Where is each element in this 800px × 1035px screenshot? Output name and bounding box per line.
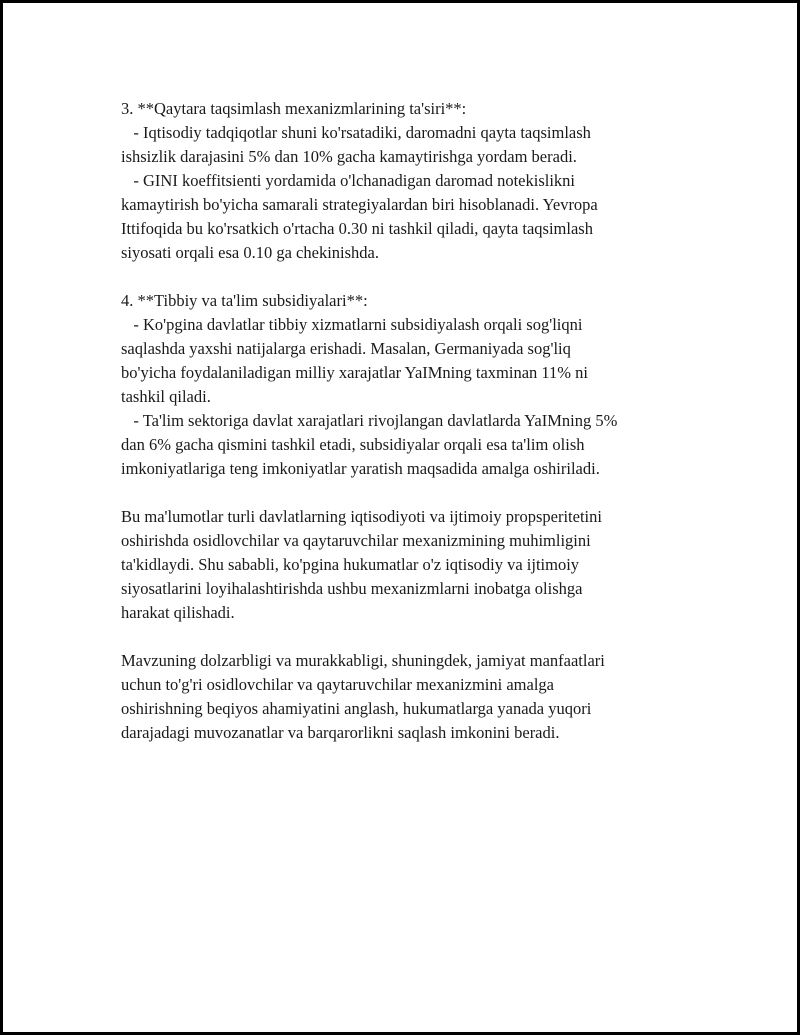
paragraph-spacer — [121, 265, 701, 289]
section-3-line: Ittifoqida bu ko'rsatkich o'rtacha 0.30 ni tashkil qiladi, qayta taqsimlash — [121, 219, 593, 238]
section-4 — [121, 289, 701, 481]
summary-line: siyosatlarini loyihalashtirishda ushbu mexanizmlarni inobatga olishga — [121, 579, 583, 598]
section-3-line: - GINI koeffitsienti yordamida o'lchanadigan daromad notekislikni — [121, 171, 576, 190]
section-4-line: dan 6% gacha qismini tashkil etadi, subsidiyalar orqali esa ta'lim olish — [121, 435, 585, 454]
section-3-line: - Iqtisodiy tadqiqotlar shuni ko'rsatadiki, daromadni qayta taqsimlash — [121, 123, 591, 142]
paragraph-spacer — [121, 625, 701, 649]
section-4-line: saqlashda yaxshi natijalarga erishadi. Masalan, Germaniyada sog'liq — [121, 339, 571, 358]
section-3-heading: 3. **Qaytara taqsimlash mexanizmlarining ta'siri**: — [121, 99, 467, 118]
section-4-line: tashkil qiladi. — [121, 387, 211, 406]
section-4-line: imkoniyatlariga teng imkoniyatlar yaratish maqsadida amalga oshiriladi. — [121, 459, 600, 478]
section-4-line: - Ta'lim sektoriga davlat xarajatlari rivojlangan davlatlarda YaIMning 5% — [121, 411, 618, 430]
section-4-line: bo'yicha foydalaniladigan milliy xarajatlar YaIMning taxminan 11% ni — [121, 363, 589, 382]
conclusion-line: darajadagi muvozanatlar va barqarorlikni saqlash imkonini beradi. — [121, 723, 560, 742]
conclusion-line: oshirishning beqiyos ahamiyatini anglash, hukumatlarga yanada yuqori — [121, 699, 592, 718]
summary-paragraph — [121, 505, 701, 625]
summary-line: oshirishda osidlovchilar va qaytaruvchilar mexanizmining muhimligini — [121, 531, 591, 550]
conclusion-line: Mavzuning dolzarbligi va murakkabligi, shuningdek, jamiyat manfaatlari — [121, 651, 605, 670]
document-body — [121, 97, 701, 745]
section-3-line: siyosati orqali esa 0.10 ga chekinishda. — [121, 243, 379, 262]
summary-line: Bu ma'lumotlar turli davlatlarning iqtisodiyoti va ijtimoiy propsperitetini — [121, 507, 602, 526]
conclusion-paragraph — [121, 649, 701, 745]
paragraph-spacer — [121, 481, 701, 505]
summary-line: ta'kidlaydi. Shu sababli, ko'pgina hukumatlar o'z iqtisodiy va ijtimoiy — [121, 555, 580, 574]
section-3-line: ishsizlik darajasini 5% dan 10% gacha kamaytirishga yordam beradi. — [121, 147, 577, 166]
section-4-heading: 4. **Tibbiy va ta'lim subsidiyalari**: — [121, 291, 368, 310]
summary-line: harakat qilishadi. — [121, 603, 235, 622]
section-4-line: - Ko'pgina davlatlar tibbiy xizmatlarni subsidiyalash orqali sog'liqni — [121, 315, 583, 334]
section-3 — [121, 97, 701, 265]
section-3-line: kamaytirish bo'yicha samarali strategiyalardan biri hisoblanadi. Yevropa — [121, 195, 598, 214]
conclusion-line: uchun to'g'ri osidlovchilar va qaytaruvchilar mexanizmini amalga — [121, 675, 554, 694]
